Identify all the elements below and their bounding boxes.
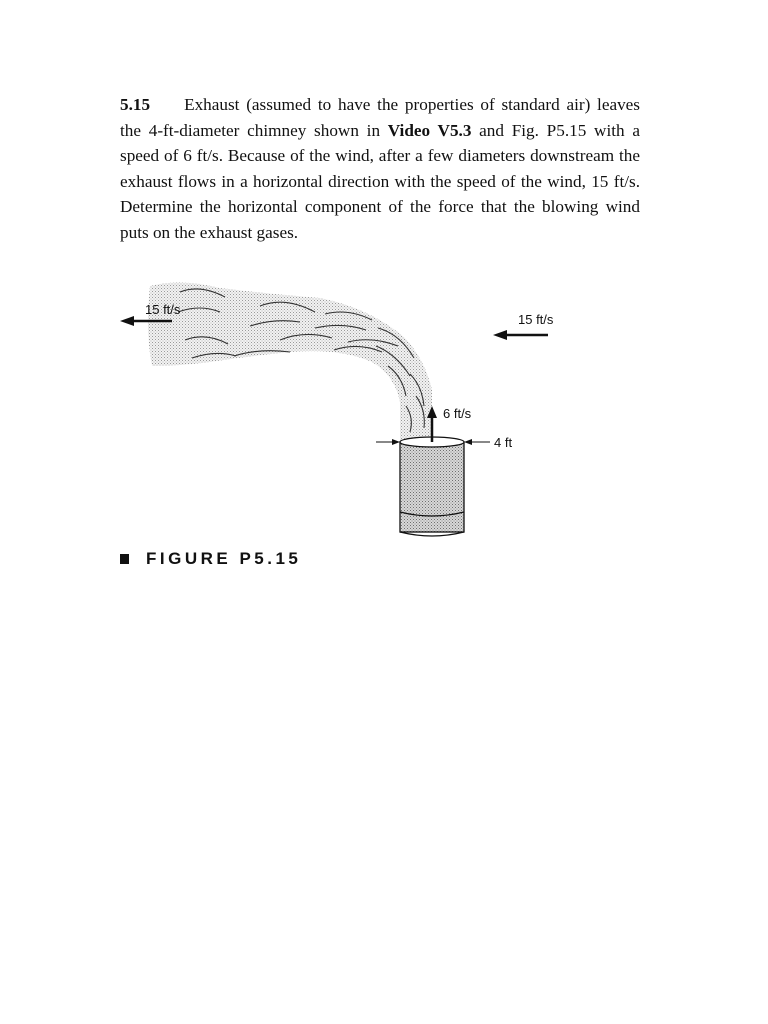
label-diameter: 4 ft [494, 435, 513, 450]
figure-caption [120, 549, 301, 569]
label-exhaust-speed: 15 ft/s [145, 302, 181, 317]
problem-number: 5.15 [120, 95, 151, 114]
video-reference: Video V5.3 [387, 120, 472, 140]
label-wind-speed: 15 ft/s [518, 312, 554, 327]
caption-text: FIGURE P5.15 [146, 549, 302, 568]
exhaust-plume [148, 282, 432, 440]
figure-chimney-exhaust [110, 270, 610, 550]
label-exit-speed: 6 ft/s [443, 406, 472, 421]
chimney [400, 437, 464, 536]
caption-bullet [120, 554, 129, 564]
problem-text-before: Exhaust (assumed to have the properties of standard air) leaves the 4-ft-diameter chimney shown in [120, 95, 640, 140]
problem-text-after: and Fig. P5.15 with a speed of 6 ft/s. Because of the wind, after a few diameters downstream the exhaust flows in a horizontal direction with the speed of the wind, 15 ft/s. Determine the horizontal component of the force that the blowing wind puts on the exhaust gases. [120, 120, 640, 242]
wind-arrow [493, 330, 548, 340]
problem-statement [120, 92, 640, 245]
